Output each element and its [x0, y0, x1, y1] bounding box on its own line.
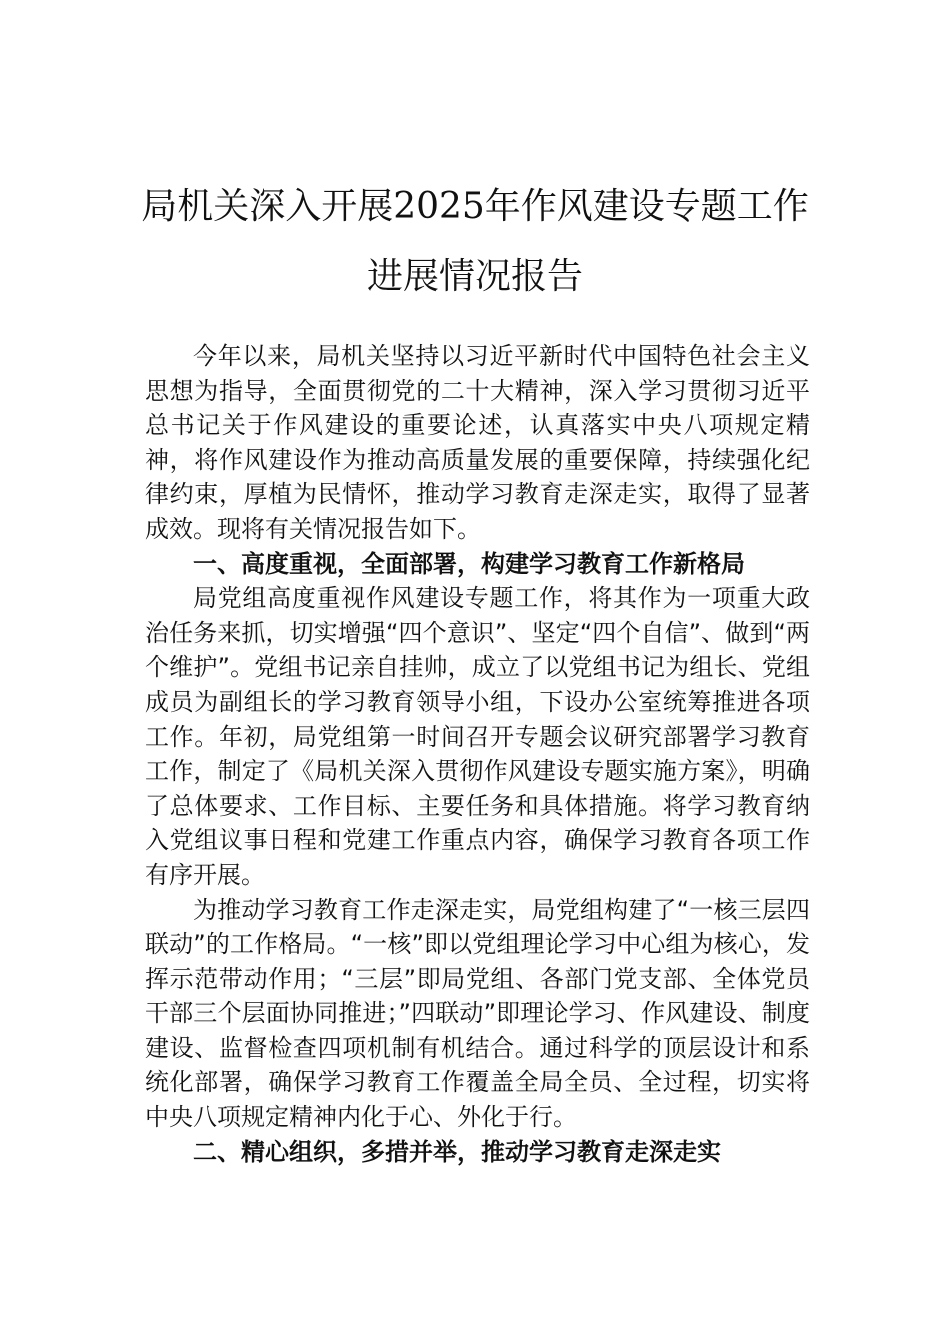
body-paragraph: 为推动学习教育工作走深走实，局党组构建了“一核三层四联动”的工作格局。“一核”即以党组理论学习中心组为核心，发挥示范带动作用；“三层”即局党组、各部门党支部、全体党员干部三个层面协同推进；”四联动”即理论学习、作风建设、制度建设、监督检查四项机制有机结合。通过科学的顶层设计和系统化部署，确保学习教育工作覆盖全局全员、全过程，切实将中央八项规定精神内化于心、外化于行。 — [145, 895, 810, 1132]
document-title-line-2: 进展情况报告 — [366, 256, 583, 297]
section-heading-1: 一、高度重视，全面部署，构建学习教育工作新格局 — [193, 549, 745, 578]
body-paragraph: 局党组高度重视作风建设专题工作，将其作为一项重大政治任务来抓，切实增强“四个意识”、坚定“四个自信”、做到“两个维护”。党组书记亲自挂帅，成立了以党组书记为组长、党组成员为副组长的学习教育领导小组，下设办公室统筹推进各项工作。年初，局党组第一时间召开专题会议研究部署学习教育工作，制定了《局机关深入贯彻作风建设专题实施方案》，明确了总体要求、工作目标、主要任务和具体措施。将学习教育纳入党组议事日程和党建工作重点内容，确保学习教育各项工作有序开展。 — [145, 584, 810, 889]
document-title-line-1: 局机关深入开展2025年作风建设专题工作 — [141, 186, 809, 227]
section-heading-2: 二、精心组织，多措并举，推动学习教育走深走实 — [193, 1137, 721, 1166]
intro-paragraph: 今年以来，局机关坚持以习近平新时代中国特色社会主义思想为指导，全面贯彻党的二十大精神，深入学习贯彻习近平总书记关于作风建设的重要论述，认真落实中央八项规定精神，将作风建设作为推动高质量发展的重要保障，持续强化纪律约束，厚植为民情怀，推动学习教育走深走实，取得了显著成效。现将有关情况报告如下。 — [145, 342, 810, 543]
document-body — [145, 339, 810, 1169]
